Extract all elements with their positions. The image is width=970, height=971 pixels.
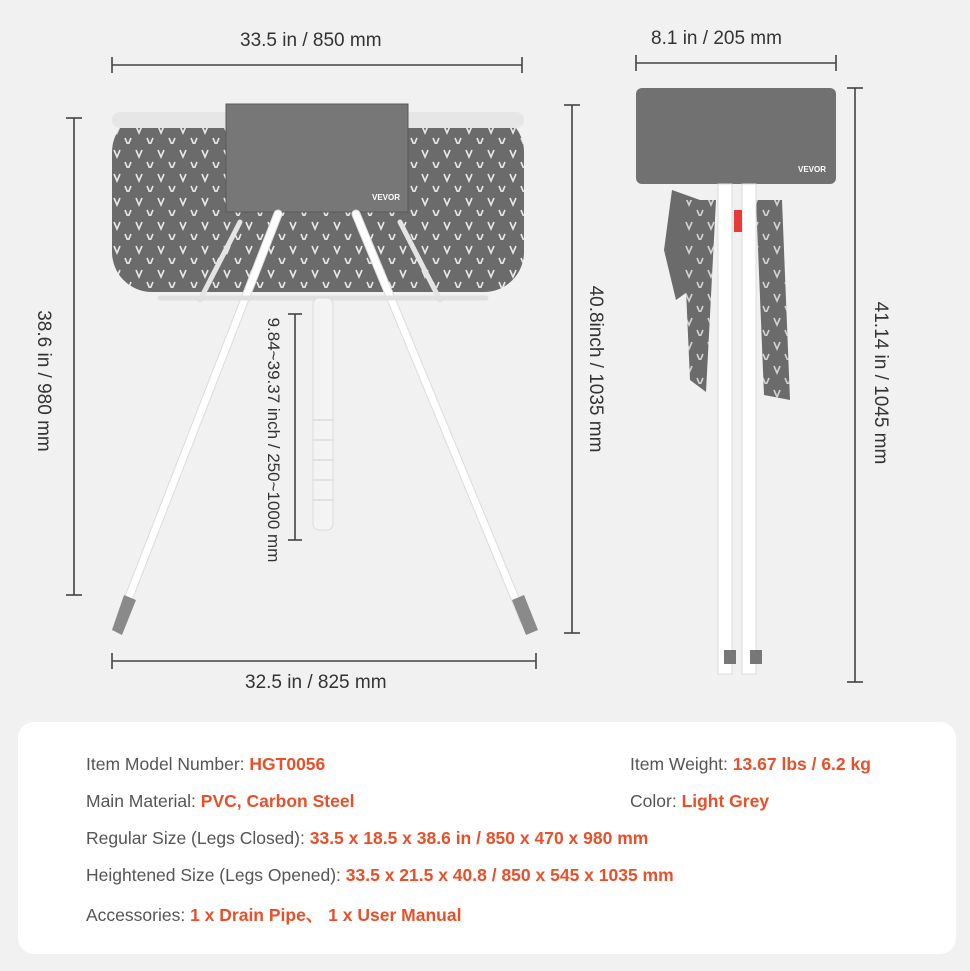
front-width-top-label: 33.5 in / 850 mm bbox=[240, 30, 382, 51]
color-value: Light Grey bbox=[681, 791, 770, 811]
spec-weight bbox=[630, 754, 871, 775]
drain-pipe bbox=[313, 298, 333, 530]
brand-logo-side: VEVOR bbox=[798, 165, 827, 174]
side-height-label: 41.14 in / 1045 mm bbox=[870, 301, 891, 465]
regular-label: Regular Size (Legs Closed): bbox=[86, 828, 305, 848]
heightened-label: Heightened Size (Legs Opened): bbox=[86, 865, 341, 885]
spec-accessories bbox=[86, 902, 461, 927]
weight-label: Item Weight: bbox=[630, 754, 728, 774]
spec-color bbox=[630, 791, 769, 812]
front-width-bottom-label: 32.5 in / 825 mm bbox=[245, 672, 387, 693]
weight-value: 13.67 lbs / 6.2 kg bbox=[732, 754, 871, 774]
brand-logo: VEVOR bbox=[372, 193, 401, 202]
side-depth-label: 8.1 in / 205 mm bbox=[651, 28, 782, 49]
spec-model bbox=[86, 754, 325, 775]
regular-value: 33.5 x 18.5 x 38.6 in / 850 x 470 x 980 mm bbox=[309, 828, 649, 848]
heightened-value: 33.5 x 21.5 x 40.8 / 850 x 545 x 1035 mm bbox=[345, 865, 674, 885]
tub-side-folded bbox=[636, 88, 836, 674]
spec-panel bbox=[18, 722, 956, 954]
spec-material bbox=[86, 791, 354, 812]
material-value: PVC, Carbon Steel bbox=[200, 791, 355, 811]
accessories-label: Accessories: bbox=[86, 905, 186, 925]
front-height-label: 38.6 in / 980 mm bbox=[33, 310, 54, 452]
model-value: HGT0056 bbox=[249, 754, 326, 774]
drain-length-label: 9.84~39.37 inch / 250~1000 mm bbox=[264, 317, 283, 563]
material-label: Main Material: bbox=[86, 791, 196, 811]
color-label: Color: bbox=[630, 791, 677, 811]
leg-feet bbox=[112, 595, 538, 635]
accessories-value: 1 x Drain Pipe、 1 x User Manual bbox=[190, 905, 462, 925]
spec-regular-size bbox=[86, 828, 648, 849]
spec-heightened-size bbox=[86, 865, 674, 886]
model-label: Item Model Number: bbox=[86, 754, 245, 774]
tub-front bbox=[112, 104, 524, 292]
front-height-full-label: 40.8inch / 1035 mm bbox=[585, 285, 606, 453]
